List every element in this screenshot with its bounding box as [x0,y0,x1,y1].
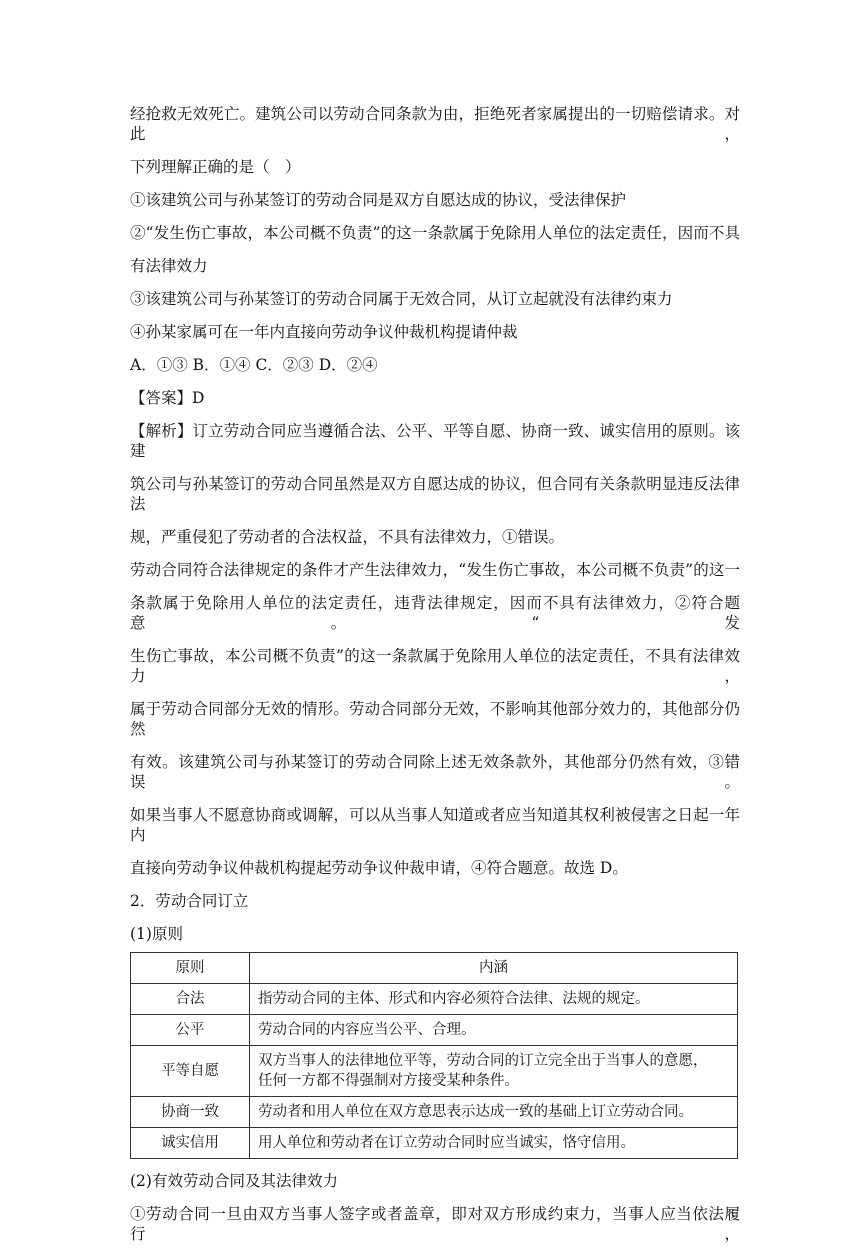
answer: 【答案】D [130,389,205,407]
principle-desc: 用人单位和劳动者在订立劳动合同时应当诚实，恪守信用。 [250,1128,738,1159]
table-header-row [131,953,738,984]
table-row [131,1015,738,1046]
table-row [131,1046,738,1097]
principle-desc [250,1046,738,1097]
table-header: 原则 [131,953,250,984]
analysis-line: 规，严重侵犯了劳动者的合法权益，不具有法律效力，①错误。 [130,528,565,546]
table-header: 内涵 [250,953,738,984]
analysis-line: 生伤亡事故，本公司概不负责”的这一条款属于免除用人单位的法定责任，不具有法律效力， [130,647,740,685]
analysis-line: 有效。该建筑公司与孙某签订的劳动合同除上述无效条款外，其他部分仍然有效，③错误。 [130,753,740,791]
principles-table [130,952,738,1159]
body-line: ①劳动合同一旦由双方当事人签字或者盖章，即对双方形成约束力，当事人应当依法履行， [130,1205,740,1243]
principle-desc: 劳动者和用人单位在双方意思表示达成一致的基础上订立劳动合同。 [250,1097,738,1128]
analysis-line: 属于劳动合同部分无效的情形。劳动合同部分无效，不影响其他部分效力的，其他部分仍然 [130,700,740,738]
principle-name: 合法 [131,984,250,1015]
option-3: ③该建筑公司与孙某签订的劳动合同属于无效合同，从订立起就没有法律约束力 [130,290,673,308]
table-row [131,1097,738,1128]
principle-desc-line: 任何一方都不得强制对方接受某种条件。 [258,1073,519,1089]
analysis-line: 如果当事人不愿意协商或调解，可以从当事人知道或者应当知道其权利被侵害之日起一年内 [130,806,740,844]
document-page [130,104,740,1257]
table-row [131,984,738,1015]
subsection-title: (2)有效劳动合同及其法律效力 [130,1172,338,1190]
principle-name: 平等自愿 [131,1046,250,1097]
option-2: ②“发生伤亡事故，本公司概不负责”的这一条款属于免除用人单位的法定责任，因而不具 [130,224,740,242]
answer-choices: A．①③ B．①④ C．②③ D．②④ [130,356,378,374]
principle-name: 协商一致 [131,1097,250,1128]
question-line: 下列理解正确的是（ ） [130,158,301,176]
analysis-line: 筑公司与孙某签订的劳动合同虽然是双方自愿达成的协议，但合同有关条款明显违反法律法 [130,475,740,513]
principle-desc: 劳动合同的内容应当公平、合理。 [250,1015,738,1046]
analysis-line: 【解析】订立劳动合同应当遵循合法、公平、平等自愿、协商一致、诚实信用的原则。该建 [130,422,740,460]
analysis-line: 条款属于免除用人单位的法定责任，违背法律规定，因而不具有法律效力，②符合题意。“发 [130,594,740,632]
principle-name: 公平 [131,1015,250,1046]
section-title: 2．劳动合同订立 [130,892,249,910]
principle-desc: 指劳动合同的主体、形式和内容必须符合法律、法规的规定。 [250,984,738,1015]
option-1: ①该建筑公司与孙某签订的劳动合同是双方自愿达成的协议，受法律保护 [130,191,627,209]
principle-name: 诚实信用 [131,1128,250,1159]
table-row [131,1128,738,1159]
subsection-title: (1)原则 [130,925,183,943]
principle-desc-line: 双方当事人的法律地位平等，劳动合同的订立完全出于当事人的意愿， [258,1053,708,1069]
analysis-line: 直接向劳动争议仲裁机构提起劳动争议仲裁申请，④符合题意。故选 D。 [130,859,628,877]
option-4: ④孙某家属可在一年内直接向劳动争议仲裁机构提请仲裁 [130,323,518,341]
option-2-cont: 有法律效力 [130,257,208,275]
analysis-line: 劳动合同符合法律规定的条件才产生法律效力，“发生伤亡事故，本公司概不负责”的这一 [130,561,740,579]
question-line: 经抢救无效死亡。建筑公司以劳动合同条款为由，拒绝死者家属提出的一切赔偿请求。对此， [130,105,740,143]
